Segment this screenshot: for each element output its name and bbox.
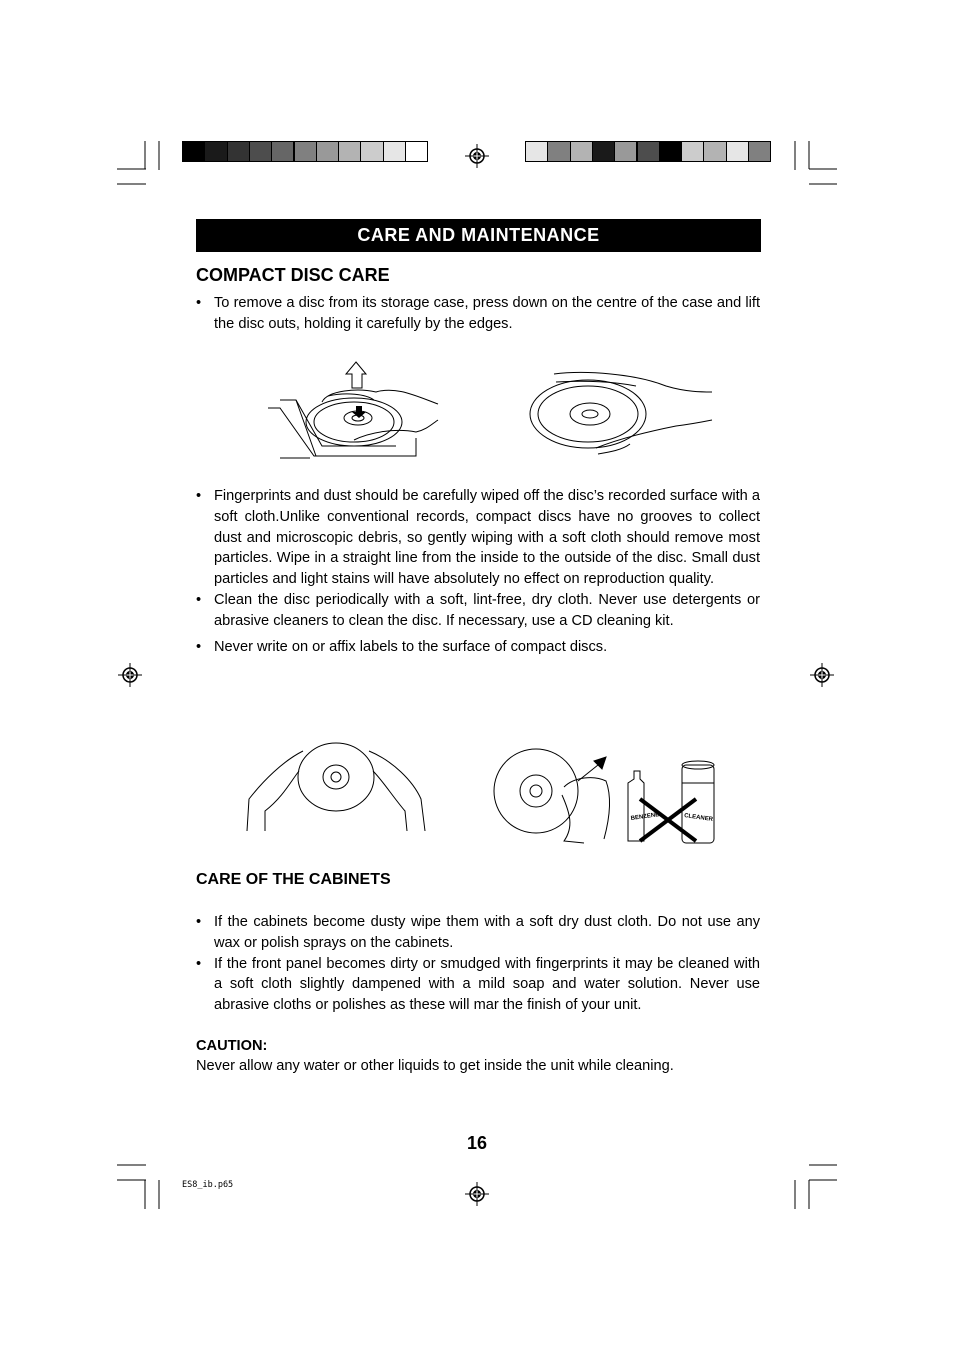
disc-held-by-edges-illustration (526, 368, 716, 463)
intro-bullet-list (196, 293, 760, 335)
list-item: • Never write on or affix labels to the surface of compact discs. (196, 637, 760, 658)
list-item: • Clean the disc periodically with a soft, lint-free, dry cloth. Never use detergents or abrasive cleaners to clean the disc. If necessary, use a CD cleaning kit. (196, 590, 760, 632)
caution-text: Never allow any water or other liquids to get inside the unit while cleaning. (196, 1058, 674, 1074)
list-item: • If the cabinets become dusty wipe them with a soft dry dust cloth. Do not use any wax or polish sprays on the cabinets. (196, 912, 760, 954)
registration-mark-icon (465, 144, 489, 168)
benzene-label: BENZENE (630, 812, 660, 822)
list-item: • To remove a disc from its storage case, press down on the centre of the case and lift the disc outs, holding it carefully by the edges. (196, 293, 760, 335)
list-item: • Fingerprints and dust should be carefully wiped off the disc’s recorded surface with a soft cloth.Unlike conventional records, compact discs have no grooves to collect dust and microscopic debris, so gently wiping with a soft cloth should remove most particles. Wipe in a straight line from the inside to the outside of the disc. Small dust particles and light stains will have absolutely no effect on reproduction quality. (196, 486, 760, 590)
disc-held-with-hands-illustration (243, 741, 428, 833)
disc-care-bullet-list (196, 486, 760, 657)
cleaner-label: CLEANER (683, 813, 714, 824)
list-item: • If the front panel becomes dirty or smudged with fingerprints it may be cleaned with a soft cloth slightly dampened with a mild soap and water solution. Never use abrasive cloths or polishes as these will mar the finish of your unit. (196, 954, 760, 1016)
compact-disc-care-heading: COMPACT DISC CARE (196, 265, 390, 285)
caution-label: CAUTION: (196, 1038, 268, 1054)
registration-mark-icon (118, 663, 142, 687)
file-name: ES8_ib.p65 (182, 1180, 234, 1190)
page-number: 16 (466, 1133, 488, 1153)
disc-wiping-and-no-solvents-illustration (494, 747, 724, 847)
disc-removal-from-case-illustration (266, 358, 446, 468)
care-of-cabinets-heading: CARE OF THE CABINETS (196, 871, 391, 888)
section-banner: CARE AND MAINTENANCE (196, 219, 761, 252)
cabinets-bullet-list (196, 912, 760, 1016)
registration-mark-icon (465, 1182, 489, 1206)
registration-mark-icon (810, 663, 834, 687)
